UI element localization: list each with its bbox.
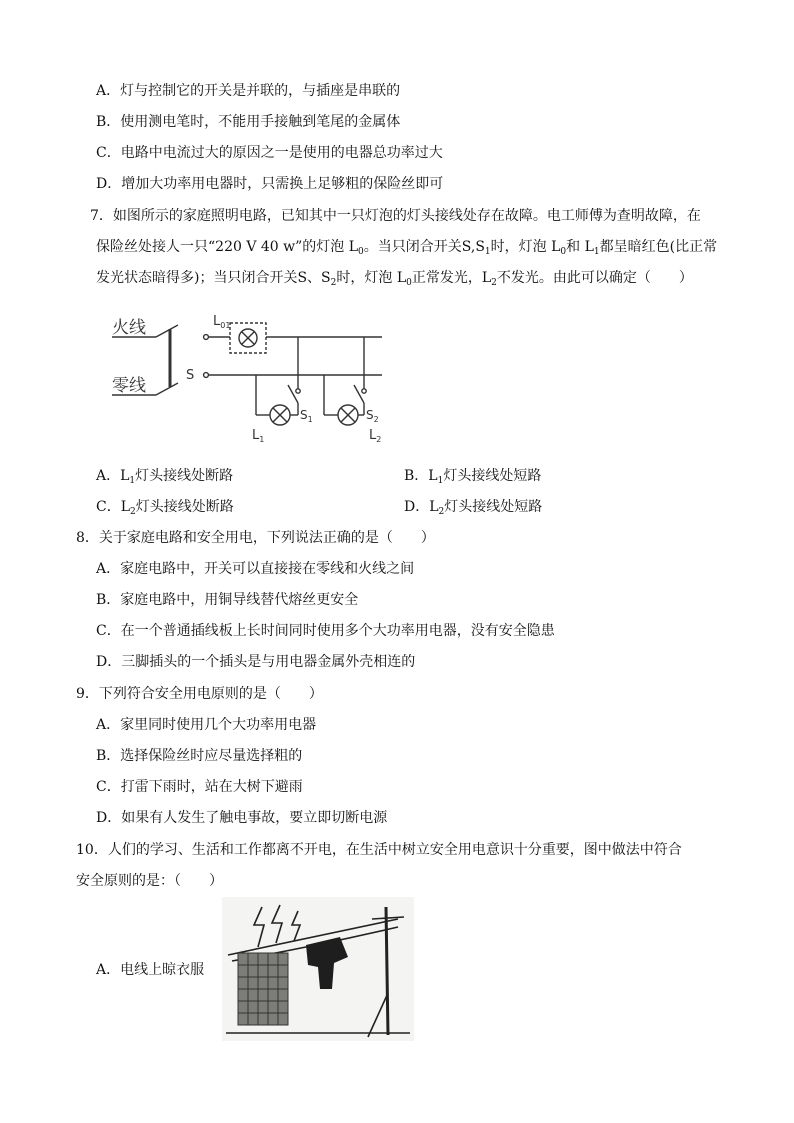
q10-option-a: A．电线上晾衣服 <box>96 962 205 978</box>
q6-option-c: C．电路中电流过大的原因之一是使用的电器总功率过大 <box>96 145 443 161</box>
q8-option-c: C．在一个普通插线板上长时间同时使用多个大功率用电器，没有安全隐患 <box>96 623 555 639</box>
utility-pole <box>386 907 388 1035</box>
switch-s-label: S <box>186 368 195 383</box>
q6-option-b: B．使用测电笔时，不能用手接触到笔尾的金属体 <box>96 114 401 130</box>
q8-option-b: B．家庭电路中，用铜导线替代熔丝更安全 <box>96 592 359 608</box>
household-circuit-diagram <box>112 307 382 449</box>
q7-stem-line3: 发光状态暗得多)；当只闭合开关S、$S_2$时，灯泡 $L_0$正常发光，$L_2$不发光。由此可以确定（ ） <box>96 270 693 288</box>
s1-label: $S_1$ <box>300 408 313 424</box>
s2-label: $S_2$ <box>366 408 379 424</box>
clothes-on-power-line-illustration <box>222 897 414 1041</box>
q8-stem: 8．关于家庭电路和安全用电，下列说法正确的是（ ） <box>76 530 435 546</box>
switch-s1-blade <box>288 385 298 403</box>
zero-line-label: 零线 <box>112 376 146 396</box>
l1-label: $L_1$ <box>252 428 265 444</box>
fire-terminal <box>204 335 209 340</box>
q6-option-d: D．增加大功率用电器时，只需换上足够粗的保险丝即可 <box>96 176 444 192</box>
switch-s2-blade <box>354 385 364 403</box>
q8-option-a: A．家庭电路中，开关可以直接接在零线和火线之间 <box>96 561 415 577</box>
q9-stem: 9．下列符合安全用电原则的是（ ） <box>76 686 323 702</box>
switch-s1-contact <box>296 389 300 393</box>
q8-option-d: D．三脚插头的一个插头是与用电器金属外壳相连的 <box>96 654 416 670</box>
q7-option-c: C．$L_2$灯头接线处断路 <box>96 499 234 517</box>
plaid-shirt <box>238 953 288 1025</box>
q7-option-d: D．$L_2$灯头接线处短路 <box>404 499 543 517</box>
switch-s2-contact <box>362 389 366 393</box>
l01-label: $L_{01}$ <box>213 314 231 330</box>
q9-option-a: A．家里同时使用几个大功率用电器 <box>96 717 317 733</box>
q6-option-a: A．灯与控制它的开关是并联的，与插座是串联的 <box>96 83 401 99</box>
q9-option-d: D．如果有人发生了触电事故，要立即切断电源 <box>96 810 388 826</box>
switch-blade-top <box>156 325 178 337</box>
q7-option-b: B．$L_1$灯头接线处短路 <box>404 468 542 486</box>
q10-stem-line1: 10．人们的学习、生活和工作都离不开电，在生活中树立安全用电意识十分重要，图中做法中符合 <box>76 842 682 858</box>
l2-label: $L_2$ <box>369 428 382 444</box>
zero-terminal <box>204 373 209 378</box>
q9-option-c: C．打雷下雨时，站在大树下避雨 <box>96 779 303 795</box>
q10-stem-line2: 安全原则的是：（ ） <box>76 873 223 889</box>
switch-blade-bottom <box>156 383 178 395</box>
fire-line-label: 火线 <box>112 318 146 338</box>
q7-stem-line1: 7．如图所示的家庭照明电路，已知其中一只灯泡的灯头接线处存在故障。电工师傅为查明故障，在 <box>90 208 701 224</box>
q7-stem-line2: 保险丝处接人一只“220 V 40 w”的灯泡 $L_0$。当只闭合开关$S,S_1$时，灯泡 $L_0$和 $L_1$都呈暗红色(比正常 <box>96 239 718 257</box>
q9-option-b: B．选择保险丝时应尽量选择粗的 <box>96 748 303 764</box>
q7-option-a: A．$L_1$灯头接线处断路 <box>96 468 234 486</box>
